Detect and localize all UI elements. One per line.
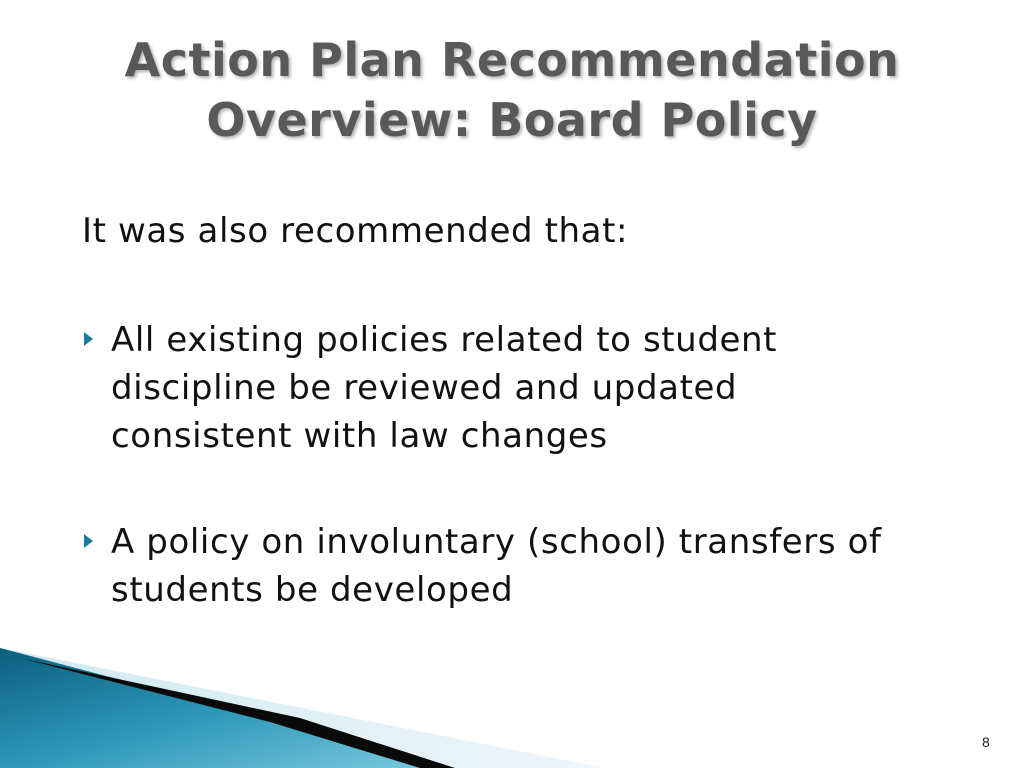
triangle-bullet-icon [80,518,111,566]
slide-title-line-1: Action Plan Recommendation [124,33,900,87]
decorative-swoosh [0,630,1024,768]
bullet-item [80,316,980,460]
bullet-item [80,518,980,614]
bullet-text: A policy on involuntary (school) transfers of students be developed [111,522,882,610]
slide-title-line-2: Overview: Board Policy [206,93,818,147]
triangle-bullet-icon [80,316,111,364]
page-number: 8 [982,734,990,750]
bullet-text: All existing policies related to student discipline be reviewed and updated consistent with law changes [111,320,778,456]
intro-text: It was also recommended that: [82,211,629,251]
slide-title [40,30,984,150]
